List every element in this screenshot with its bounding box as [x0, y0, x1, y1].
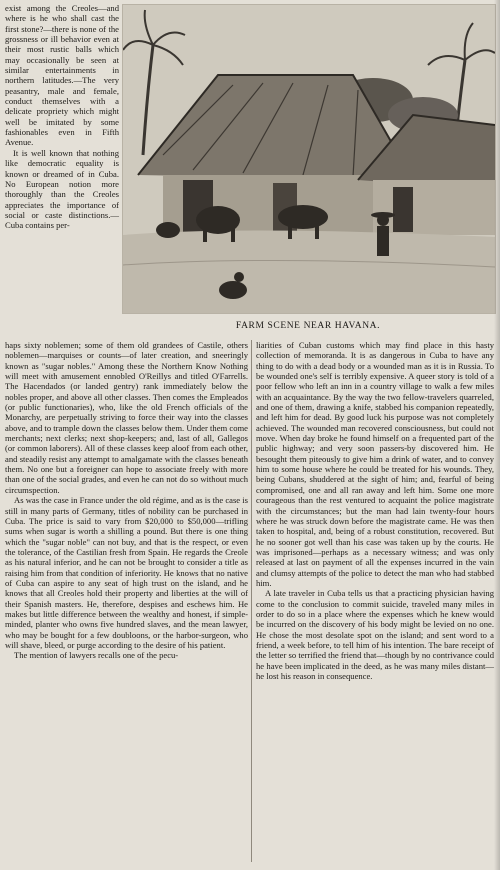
left-column: [5, 340, 248, 661]
narrow-paragraph-1: exist among the Creoles—and where is he who shall cast the first stone?—there is none of the grossness or ill behavior even at their most rustic balls which may occasionally be seen at similar entertainments in northern latitudes.—The very peasantry, male and female, conduct themselves with a delicate propriety which might well be imitated by some fashionables even in Fifth Avenue.: [5, 3, 119, 148]
right-paragraph-1: liarities of Cuban customs which may find place in this hasty collection of memoranda. It is as dangerous in Cuba to have any thing to do with a dead body or a wounded man as it is in Russia. To be wounded one's self is terribly expensive. A queer story is told of a poor fellow who left an inn in a country village to walk a few miles with an acquaintance. By the way the two fellow-travelers quarreled, and one of them, drawing a knife, stabbed his companion repeatedly, and left him for dead. By good luck his purpose was not completely achieved. The wounded man recovered consciousness, but could not move. When day broke he found himself on a frequented part of the public highway; and very soon passers-by discovered him. He besought them piteously to give him a drink of water, and to convey him to some house where he could be treated for his wounds. They, being Cubans, shuddered at the sight of him; and, fearful of being compromised, one and all ran away and left him. Some one more courageous than the rest ventured to acquaint the police magistrate with the circumstances; but the man had lain twenty-four hours where he was struck down before the magistrate came. He was then taken to hospital, and, being of a robust constitution, recovered. But he no sooner got well than his case was taken up by the courts. He was imprisoned—perhaps as a necessary witness; and was only released at last on payment of all the expenses incurred in the vain and clumsy attempts of the police to detect the man who had stabbed him.: [256, 340, 494, 588]
illustration-caption: FARM SCENE NEAR HAVANA.: [235, 321, 381, 331]
farm-scene-engraving: [122, 4, 496, 314]
right-column: [256, 340, 494, 681]
page-edge-shadow: [494, 0, 500, 870]
farm-scene-illustration: [123, 5, 495, 313]
narrow-paragraph-2: It is well known that nothing like democratic equality is known or dreamed of in Cuba. No European notion more thoroughly than the Creoles appreciates the importance of social or caste distinctions.—Cuba contains per-: [5, 147, 119, 231]
left-paragraph-2: As was the case in France under the old régime, and as is the case is still in many parts of Germany, titles of nobility can be purchased in Cuba. The price is said to vary from $20,000 to $50,000—trifling sums when sugar is worth a shilling a pound. But there is one thing which the "sugar noble" can not buy, and that is the respect, or even the tolerance, of the Castilian fresh from Spain. He regards the Creole as his natural inferior, and he can not be brought to consider a title as raising him from that condition of inferiority. He knows that no native of Cuba can aspire to any seat of high trust on the island, and he knows that all Creoles hold their property and liberties at the will of their Spanish masters. He, therefore, despises and eschews him. He makes but little difference between the wealthy and honest, if simple-minded, planter who owns five hundred slaves, and the mean lawyer, who may be bought for a few doubloons, or the harbor-surgeon, who will shave, bleed, or purge according to the desire of his patient.: [5, 495, 248, 650]
right-paragraph-2: A late traveler in Cuba tells us that a practicing physician having come to the conclusion to commit suicide, traveled many miles in order to do so in a place where the expenses which he knew would be incurred on the discovery of his body might be levied on no one. He chose the most desolate spot on the island; and sent word to a friend, a week before, to tell him of his intention. The bare receipt of the letter so terrified the friend that—though by no contrivance could he have been implicated in the deed, as he was many miles distant—he lost his reason in consequence.: [256, 588, 494, 681]
left-paragraph-3: The mention of lawyers recalls one of the pecu-: [14, 650, 179, 661]
column-divider: [251, 340, 252, 862]
left-paragraph-1: haps sixty noblemen; some of them old grandees of Castile, others noblemen—marquises or counts—of later creation, and sneeringly known as "sugar nobles." Among these the Northern Know Nothing will meet with amusement ennobled O'Reillys and titled O'Farrells. The Hacendados (or landed gentry) rank immediately below the nobles proper, and above all other classes. Then comes the Empleados (or public functionaries), who, like the old French officials of the Monarchy, are perpetually striving to force their way into the classes above, and to trample down the classes below them. Under them come merchants; next clerks; next shop-keepers; and, last of all, Gallegos (or common laborers). All of these classes keep aloof from each other, and steadily resist any attempt to amalgamate with the classes beneath them. No one but a foreigner can hope to associate freely with more than one of the social grades, and even he can not do so without much circumspection.: [5, 340, 248, 495]
narrow-column: [5, 3, 119, 231]
